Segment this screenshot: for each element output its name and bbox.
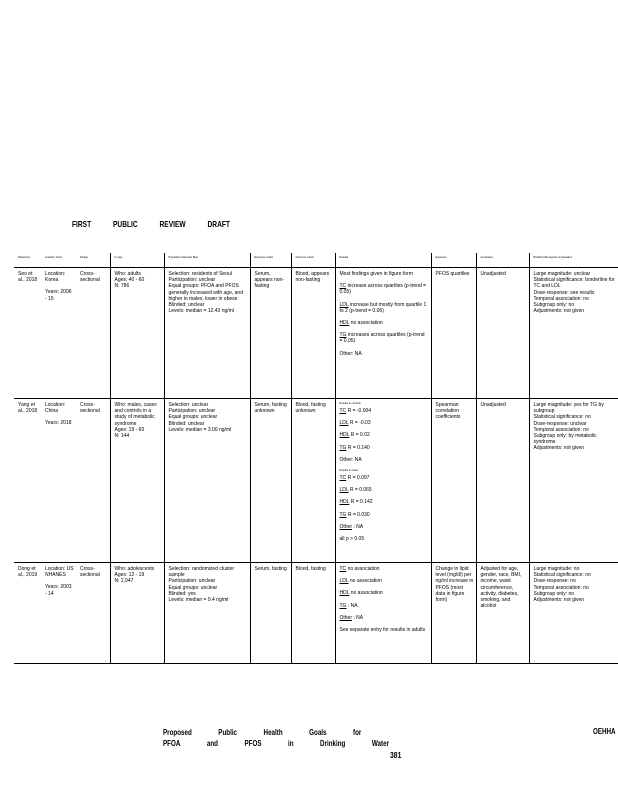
cell-line: Dose-response: no bbox=[533, 578, 576, 585]
result-label: LDL bbox=[339, 487, 349, 494]
outcome-matrix-cell bbox=[291, 399, 335, 563]
result-line bbox=[340, 578, 429, 584]
cell-line: Temporal association: no bbox=[533, 426, 589, 433]
covariates-cell bbox=[476, 268, 529, 399]
cell-line: Serum, fasting unknown bbox=[254, 402, 287, 415]
result-text: : NA bbox=[353, 523, 364, 530]
column-header: Covariates bbox=[476, 253, 529, 268]
selection-cell bbox=[164, 563, 250, 664]
result-text: R = -0.004 bbox=[347, 408, 372, 414]
table-header-row bbox=[14, 253, 618, 268]
selection-cell bbox=[164, 399, 250, 563]
cell-line: N: 786 bbox=[114, 283, 130, 290]
cell-line: Statistical significance: no bbox=[533, 572, 591, 579]
result-label: HDL bbox=[339, 432, 350, 439]
reference-cell bbox=[14, 268, 41, 399]
cell-line: Ages: 19 - 60 bbox=[114, 426, 145, 433]
agency-name: OEHHA bbox=[593, 727, 616, 736]
result-line bbox=[340, 445, 429, 451]
result-text: Results in cases bbox=[339, 469, 359, 473]
result-line bbox=[340, 332, 429, 344]
result-line bbox=[340, 512, 429, 518]
cell-line: PFOS quartiles bbox=[435, 271, 470, 277]
exposure-matrix-cell bbox=[250, 563, 291, 664]
column-header: Reference bbox=[14, 253, 41, 268]
selection-cell bbox=[164, 268, 250, 399]
table-body bbox=[14, 268, 618, 664]
result-text: R = -0.03 bbox=[349, 420, 371, 427]
result-label: TG bbox=[339, 444, 347, 451]
result-line bbox=[340, 590, 429, 596]
cell-line: Blood, appears non-fasting bbox=[295, 271, 330, 284]
cell-line: Levels: median = 3.00 ng/ml bbox=[168, 426, 232, 433]
result-text: no association bbox=[350, 320, 383, 327]
result-line bbox=[340, 457, 429, 463]
result-line bbox=[340, 469, 429, 472]
result-text: all p > 0.05 bbox=[339, 536, 365, 543]
cell-line: Location: US NHANES bbox=[45, 566, 74, 579]
cell-line: Seo et al., 2018 bbox=[18, 271, 38, 284]
design-cell bbox=[76, 268, 110, 399]
cell-line: Large magnitude: yes for TG by subgroup bbox=[533, 402, 604, 415]
cell-line: Equal groups: unclear bbox=[168, 414, 218, 421]
cell-line: Yang et al., 2018 bbox=[18, 402, 38, 415]
result-text: : NA bbox=[347, 602, 358, 609]
cell-line: Dose-response: unclear bbox=[533, 420, 587, 427]
result-line bbox=[340, 420, 429, 426]
result-label: TC bbox=[339, 408, 347, 414]
reference-cell bbox=[14, 399, 41, 563]
exposure-cell bbox=[431, 399, 476, 563]
cell-line: Statistical significance: borderline for TC and LDL bbox=[533, 277, 615, 290]
result-label: TG bbox=[339, 511, 347, 518]
cell-line: N: 144 bbox=[114, 433, 130, 440]
draft-header bbox=[72, 219, 252, 229]
result-text: R = 0.142 bbox=[350, 499, 373, 506]
cell-line: Location: Korea bbox=[45, 271, 66, 284]
cell-line: Equal groups: unclear bbox=[168, 584, 218, 591]
cell-line: Adjusted for age, gender, race, BMI, income, waist circumference, activity, diabetes, smoking, and alcohol bbox=[480, 566, 522, 610]
result-text: R = 0.030 bbox=[347, 511, 370, 518]
location-cell bbox=[41, 563, 76, 664]
result-line bbox=[340, 524, 429, 530]
result-label: HDL bbox=[339, 590, 350, 597]
cell-line: Who: males, cases and controls in a study of metabolic syndrome bbox=[114, 402, 157, 427]
cell-line: Temporal association: no bbox=[533, 584, 589, 591]
cell-line: Selection: randomized cluster sample bbox=[168, 566, 235, 579]
subjects-cell bbox=[110, 268, 164, 399]
draft-word: FIRST bbox=[72, 219, 92, 229]
result-label: HDL bbox=[339, 499, 350, 506]
footer-line-1: Proposed Public Health Goals for bbox=[163, 728, 362, 737]
column-header: Outcome matrix bbox=[291, 253, 335, 268]
result-text: R = 0.097 bbox=[347, 475, 370, 482]
cell-line: Selection: residents of Seoul bbox=[168, 271, 232, 277]
result-line bbox=[340, 475, 429, 481]
result-label: TC bbox=[339, 283, 347, 290]
cell-line: Cross-sectional bbox=[80, 566, 100, 579]
result-text: : NA bbox=[353, 614, 364, 621]
result-line bbox=[340, 536, 429, 542]
cell-line: Blood, fasting unknown bbox=[295, 402, 326, 415]
result-label: LDL bbox=[339, 578, 349, 585]
results-cell bbox=[335, 268, 431, 399]
result-text: increase across quartiles (p-trend = 0.05) bbox=[339, 283, 427, 296]
draft-word: REVIEW bbox=[159, 219, 186, 229]
result-label: TC bbox=[339, 475, 347, 482]
table-row bbox=[14, 268, 618, 399]
cell-line: Years: 2003 - 14 bbox=[45, 584, 72, 597]
cell-line: Blinded: unclear bbox=[168, 302, 205, 309]
result-text: R = 0.140 bbox=[347, 444, 370, 451]
result-label: TC bbox=[339, 566, 347, 572]
reference-cell bbox=[14, 563, 41, 664]
table-row bbox=[14, 563, 618, 664]
hill-cell bbox=[529, 268, 618, 399]
result-line bbox=[340, 302, 429, 314]
footer-line-2: PFOA and PFOS in Drinking Water bbox=[163, 739, 390, 748]
result-text: increases across quartiles (p-trend = 0.05) bbox=[339, 332, 425, 345]
cell-line: Years: 2018 bbox=[45, 420, 72, 427]
outcome-matrix-cell bbox=[291, 563, 335, 664]
draft-word: DRAFT bbox=[207, 219, 230, 229]
cell-line: Participation: unclear bbox=[168, 277, 216, 284]
result-label: LDL bbox=[339, 420, 349, 427]
result-label: Other bbox=[339, 523, 353, 530]
draft-word: PUBLIC bbox=[112, 219, 138, 229]
design-cell bbox=[76, 563, 110, 664]
covariates-cell bbox=[476, 563, 529, 664]
column-header: N, Age bbox=[110, 253, 164, 268]
result-line bbox=[340, 487, 429, 493]
cell-line: Levels: median = 9.4 ng/ml bbox=[168, 597, 229, 604]
result-label: TG bbox=[339, 602, 347, 609]
column-header: Design bbox=[76, 253, 110, 268]
cell-line: Temporal association: no bbox=[533, 295, 589, 302]
result-text: no association bbox=[350, 590, 383, 597]
cell-line: Blood, fasting bbox=[295, 566, 326, 572]
exposure-matrix-cell bbox=[250, 399, 291, 563]
cell-line: Participation: unclear bbox=[168, 578, 216, 585]
cell-line: Who: adolescents bbox=[114, 566, 155, 572]
cell-line: Participation: unclear bbox=[168, 408, 216, 415]
cell-line: Subgroup only: no bbox=[533, 590, 575, 597]
column-header: Exposure matrix bbox=[250, 253, 291, 268]
result-line bbox=[340, 408, 429, 414]
result-label: HDL bbox=[339, 320, 350, 327]
result-line bbox=[340, 566, 429, 572]
column-header: Population Selection Bias bbox=[164, 253, 250, 268]
outcome-matrix-cell bbox=[291, 268, 335, 399]
column-header: Location Years bbox=[41, 253, 76, 268]
result-text: no association bbox=[349, 578, 382, 585]
cell-line: Selection: unclear bbox=[168, 402, 209, 408]
cell-line: Spearman correlation coefficients bbox=[435, 402, 461, 421]
table-row bbox=[14, 399, 618, 563]
cell-line: Serum, appears non-fasting bbox=[254, 271, 284, 290]
covariates-cell bbox=[476, 399, 529, 563]
cell-line: Ages: 12 - 19 bbox=[114, 572, 145, 579]
cell-line: N: 2,947 bbox=[114, 578, 134, 585]
result-line bbox=[340, 283, 429, 295]
results-cell bbox=[335, 563, 431, 664]
result-label: Other bbox=[339, 614, 353, 621]
result-label: TG bbox=[339, 332, 347, 339]
cell-line: Adjustments: not given bbox=[533, 597, 585, 604]
location-cell bbox=[41, 399, 76, 563]
result-text: Other: NA bbox=[339, 350, 362, 357]
result-text: increase but mostly from quartile 1 to 2 (p-trend = 0.06) bbox=[339, 301, 427, 314]
result-line bbox=[340, 351, 429, 357]
cell-line: Large magnitude: unclear bbox=[533, 271, 591, 277]
page-number: 381 bbox=[390, 751, 402, 760]
location-cell bbox=[41, 268, 76, 399]
result-text: R = 0.02 bbox=[350, 432, 370, 439]
cell-line: Large magnitude: no bbox=[533, 566, 580, 572]
cell-line: Equal groups: PFOA and PFOS generally increased with age, and higher in males, lower in obese bbox=[168, 283, 243, 302]
cell-line: Subgroup only: by metabolic syndrome bbox=[533, 433, 597, 446]
cell-line: Years: 2006 - 15 bbox=[45, 289, 72, 302]
cell-line: Adjustments: not given bbox=[533, 445, 585, 452]
cell-line: Unadjusted bbox=[480, 271, 506, 277]
exposure-matrix-cell bbox=[250, 268, 291, 399]
exposure-cell bbox=[431, 268, 476, 399]
subjects-cell bbox=[110, 399, 164, 563]
cell-line: Location: China bbox=[45, 402, 66, 415]
footer-title bbox=[163, 727, 416, 749]
cell-line: Levels: median = 12.43 ng/ml bbox=[168, 308, 234, 315]
column-header: Exposure bbox=[431, 253, 476, 268]
cell-line: Blinded: yes bbox=[168, 590, 196, 597]
cell-line: Statistical significance: no bbox=[533, 414, 591, 421]
result-text: See separate entry for results in adults bbox=[339, 627, 426, 634]
result-line bbox=[340, 603, 429, 609]
result-line bbox=[340, 432, 429, 438]
result-label: LDL bbox=[339, 301, 349, 308]
cell-line: Who: adults bbox=[114, 271, 141, 277]
result-text: no association bbox=[347, 566, 380, 572]
result-text: R = 0.065 bbox=[349, 487, 372, 494]
subjects-cell bbox=[110, 563, 164, 664]
design-cell bbox=[76, 399, 110, 563]
cell-line: Results in controls bbox=[339, 402, 361, 405]
cell-line: Serum, fasting bbox=[254, 566, 287, 572]
result-text: Most findings given in figure form bbox=[339, 271, 413, 277]
results-cell bbox=[335, 399, 431, 563]
result-line bbox=[340, 499, 429, 505]
cell-line: Unadjusted bbox=[480, 402, 506, 408]
cell-line: Subgroup only: no bbox=[533, 302, 575, 309]
exposure-cell bbox=[431, 563, 476, 664]
cell-line: Dong et al., 2019 bbox=[18, 566, 38, 579]
evidence-table bbox=[14, 253, 618, 664]
cell-line: Change in lipid level (mg/dl) per ng/ml increase in PFOS (most data in figure form) bbox=[435, 566, 474, 604]
column-header: Results bbox=[335, 253, 431, 268]
result-line bbox=[340, 320, 429, 326]
cell-line: Blinded: unclear bbox=[168, 420, 205, 427]
cell-line: Cross-sectional bbox=[80, 271, 100, 284]
cell-line: Ages: 40 - 60 bbox=[114, 277, 145, 284]
result-line bbox=[340, 615, 429, 621]
result-line bbox=[340, 627, 429, 633]
hill-cell bbox=[529, 399, 618, 563]
result-text: Other: NA bbox=[339, 456, 362, 463]
cell-line: Dose-response: see results bbox=[533, 289, 595, 296]
column-header: Bradford Hill aspects of causation bbox=[529, 253, 618, 268]
hill-cell bbox=[529, 563, 618, 664]
cell-line: Cross-sectional bbox=[80, 402, 100, 415]
result-line bbox=[340, 271, 429, 277]
cell-line: Adjustments: not given bbox=[533, 308, 585, 315]
